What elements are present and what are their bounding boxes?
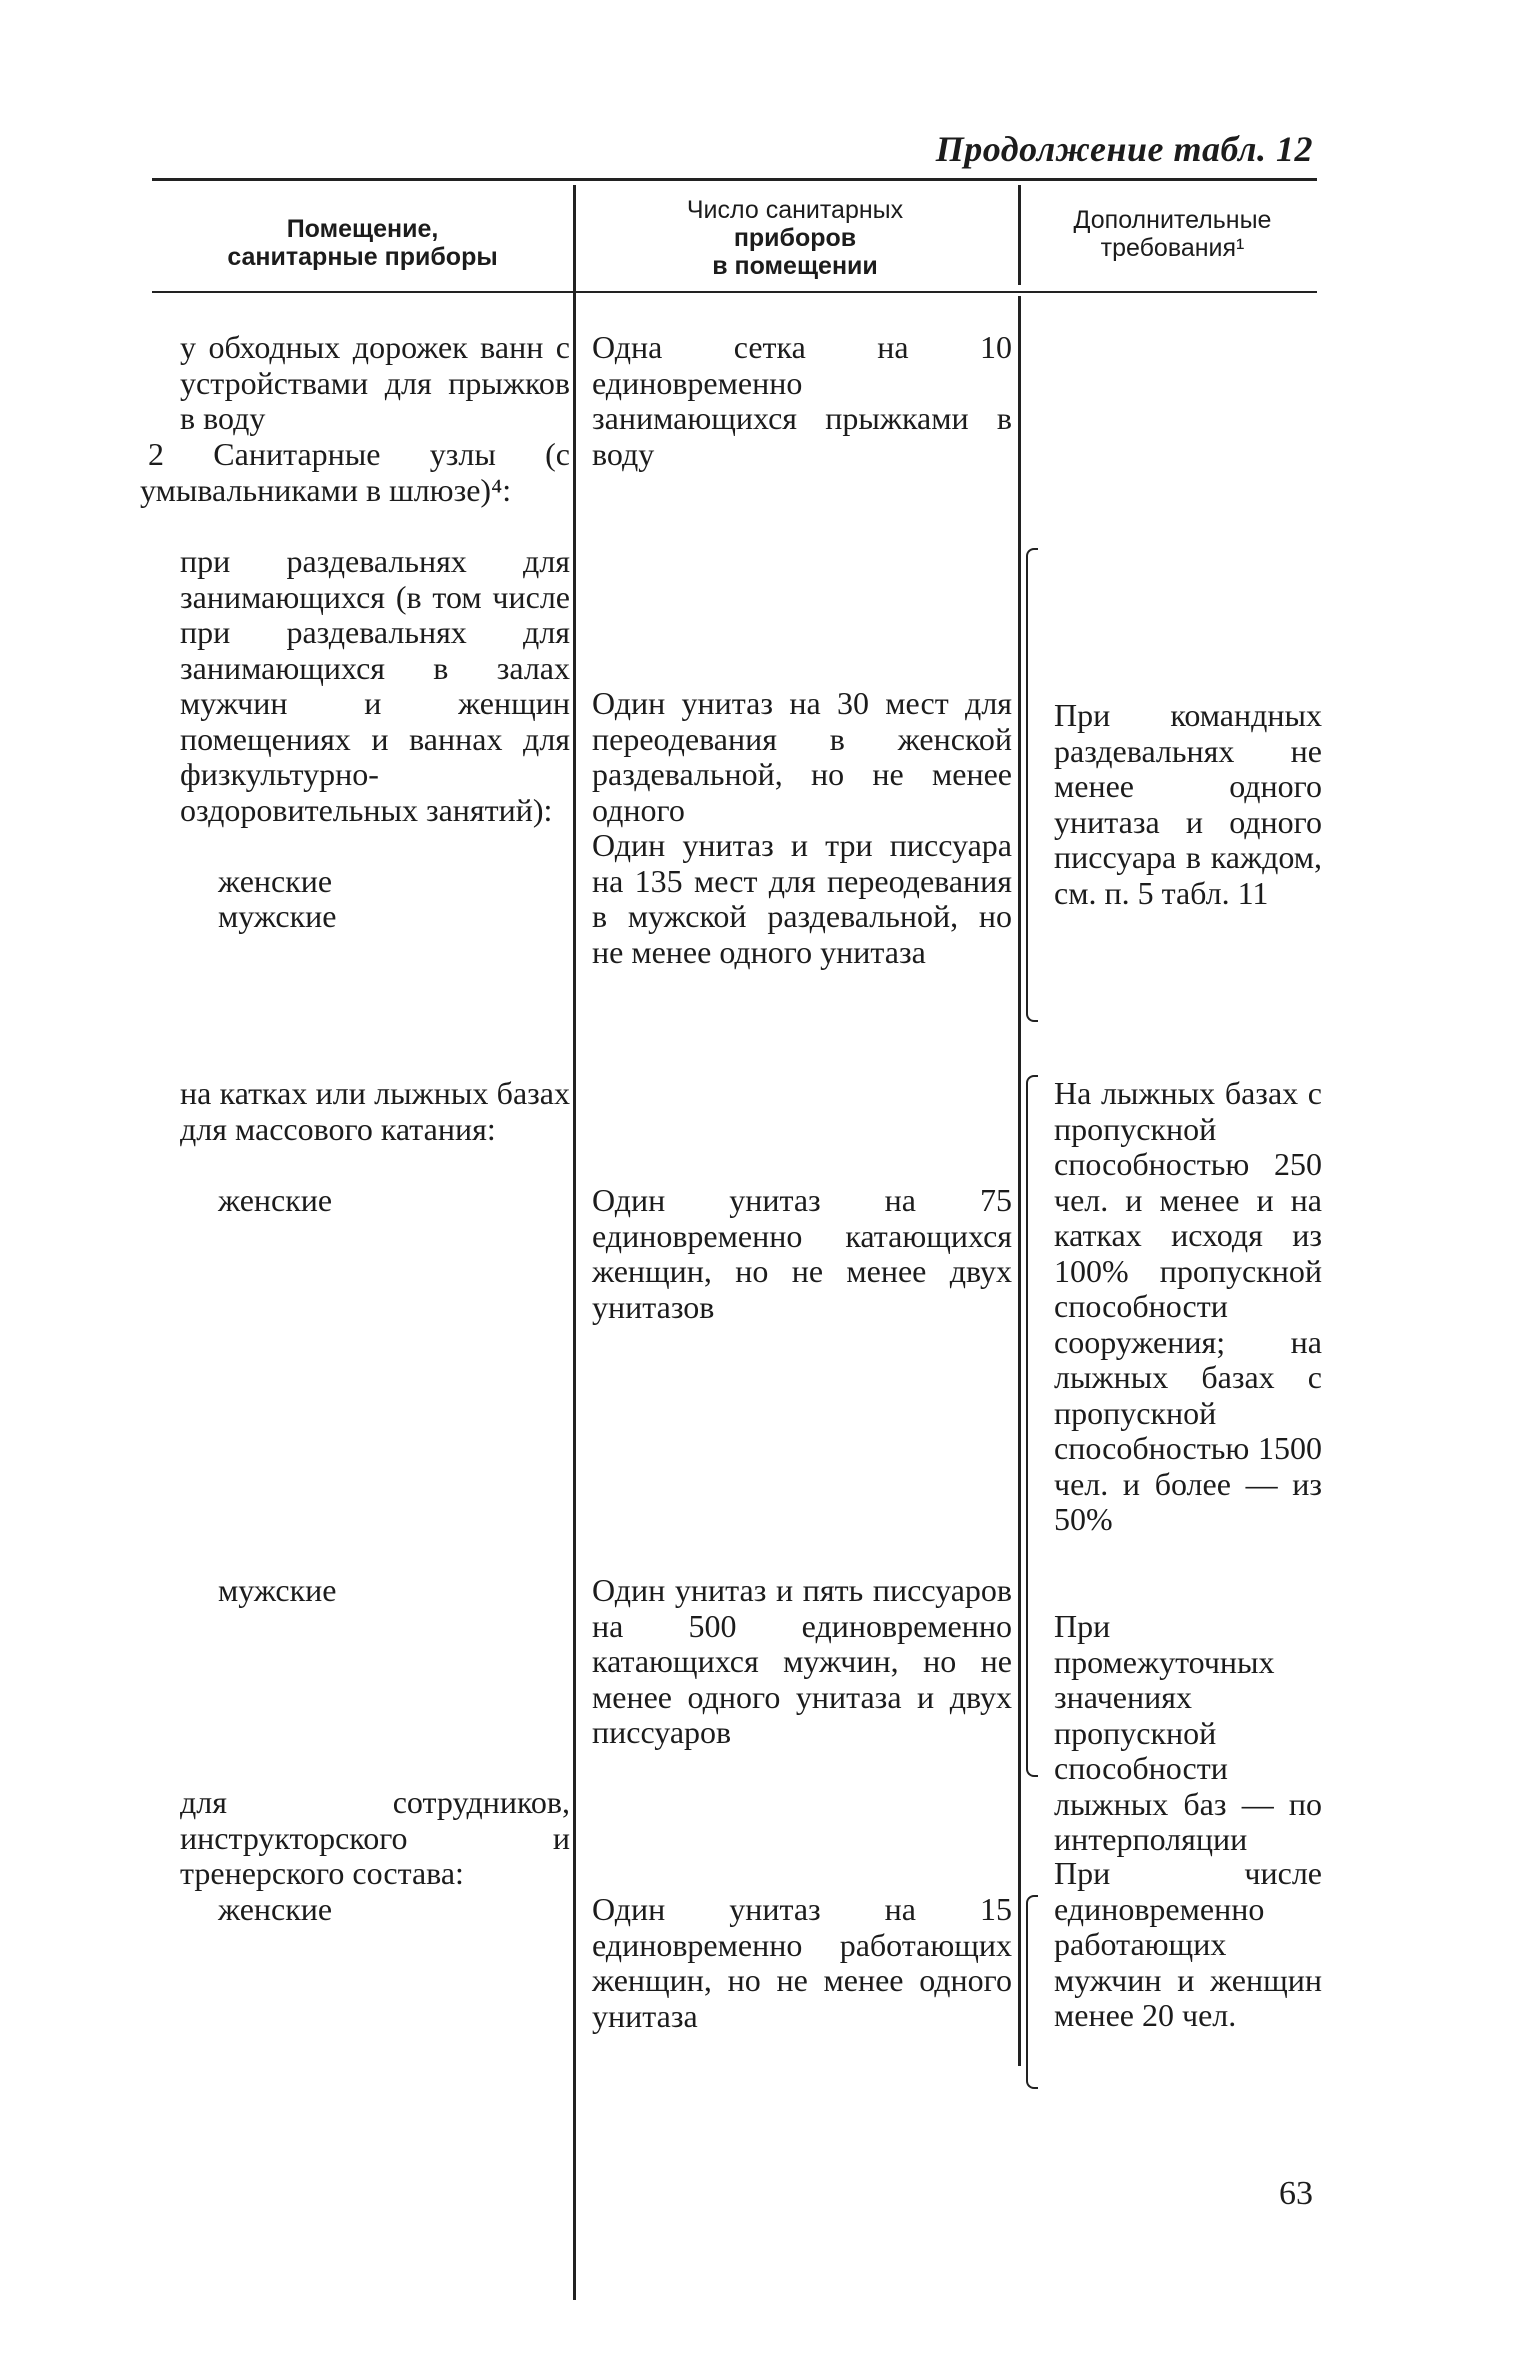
col2-row5-women: Один унитаз на 15 единовременно работающих женщин, но не менее одного унитаза — [592, 1891, 1012, 2034]
col2-row4-women: Один унитаз на 75 единовременно катающихся женщин, но не менее двух унитазов — [592, 1182, 1012, 1325]
column-divider-2 — [1018, 185, 1021, 285]
header-col1 — [160, 215, 565, 271]
header-col3 — [1025, 206, 1320, 262]
col3-row5: При числе единовременно работающих мужчин и женщин менее 20 чел. — [1054, 1855, 1322, 2033]
col1-row4-women: женские — [218, 1182, 333, 1218]
header-col2-line1: Число санитарных — [686, 196, 904, 224]
brace-row4 — [1026, 1075, 1038, 1777]
col3-row3: При командных раздевальнях не менее одного унитаза и одного писсуара в каждом, см. п. 5 табл. 11 — [1054, 697, 1322, 911]
header-col2-line2: приборов — [733, 224, 857, 252]
col3-row4: На лыжных базах с пропускной способностью 250 чел. и менее и на катках исходя из 100% пропускной способности сооружения; на лыжных базах с пропускной способностью 1500 чел. и более — из 50% — [1054, 1075, 1322, 1537]
top-rule — [152, 178, 1317, 181]
table-caption: Продолжение табл. 12 — [935, 129, 1313, 169]
header-col3-line2: требования¹ — [1100, 234, 1245, 262]
col1-row5: для сотрудников, инструкторского и тренерского состава: — [180, 1784, 570, 1891]
header-rule — [152, 291, 1317, 293]
header-col2 — [580, 196, 1010, 280]
col2-row3-women: Один унитаз на 30 мест для переодевания в женской раздевальной, но не менее одного — [592, 685, 1012, 828]
header-col1-line2: санитарные приборы — [227, 243, 498, 271]
column-divider-2-body — [1018, 296, 1021, 2066]
col1-row3: при раздевальнях для занимающихся (в том числе при раздевальнях для занимающихся в залах мужчин и женщин помещениях и ваннах для физкультурно-оздоровительных занятий): — [180, 543, 570, 828]
col1-row4-men: мужские — [218, 1572, 337, 1608]
header-col1-line1: Помещение, — [286, 215, 439, 243]
col3-row4-note: При промежуточных значениях пропускной способности лыжных баз — по интерполяции — [1054, 1608, 1322, 1857]
column-divider-1 — [573, 185, 576, 2300]
col2-row3-men: Один унитаз и три писсуара на 135 мест для переодевания в мужской раздевальной, но не менее одного унитаза — [592, 827, 1012, 970]
col1-row3-women: женские — [218, 863, 333, 899]
col1-row2: 2 Санитарные узлы (с умывальниками в шлюзе)⁴: — [140, 436, 570, 508]
col1-row1: у обходных дорожек ванн с устройствами для прыжков в воду — [180, 329, 570, 436]
brace-row3 — [1026, 548, 1038, 1022]
page-number: 63 — [1279, 2175, 1313, 2212]
col1-row5-women: женские — [218, 1891, 333, 1927]
col1-row4: на катках или лыжных базах для массового катания: — [180, 1075, 570, 1147]
col1-row3-men: мужские — [218, 898, 337, 934]
header-col2-line3: в помещении — [712, 252, 878, 280]
col2-row4-men: Один унитаз и пять писсуаров на 500 единовременно катающихся мужчин, но не менее одного унитаза и двух писсуаров — [592, 1572, 1012, 1750]
brace-row5 — [1026, 1895, 1038, 2089]
header-col3-line1: Дополнительные — [1073, 206, 1272, 234]
col2-row1: Одна сетка на 10 единовременно занимающихся прыжками в воду — [592, 329, 1012, 472]
